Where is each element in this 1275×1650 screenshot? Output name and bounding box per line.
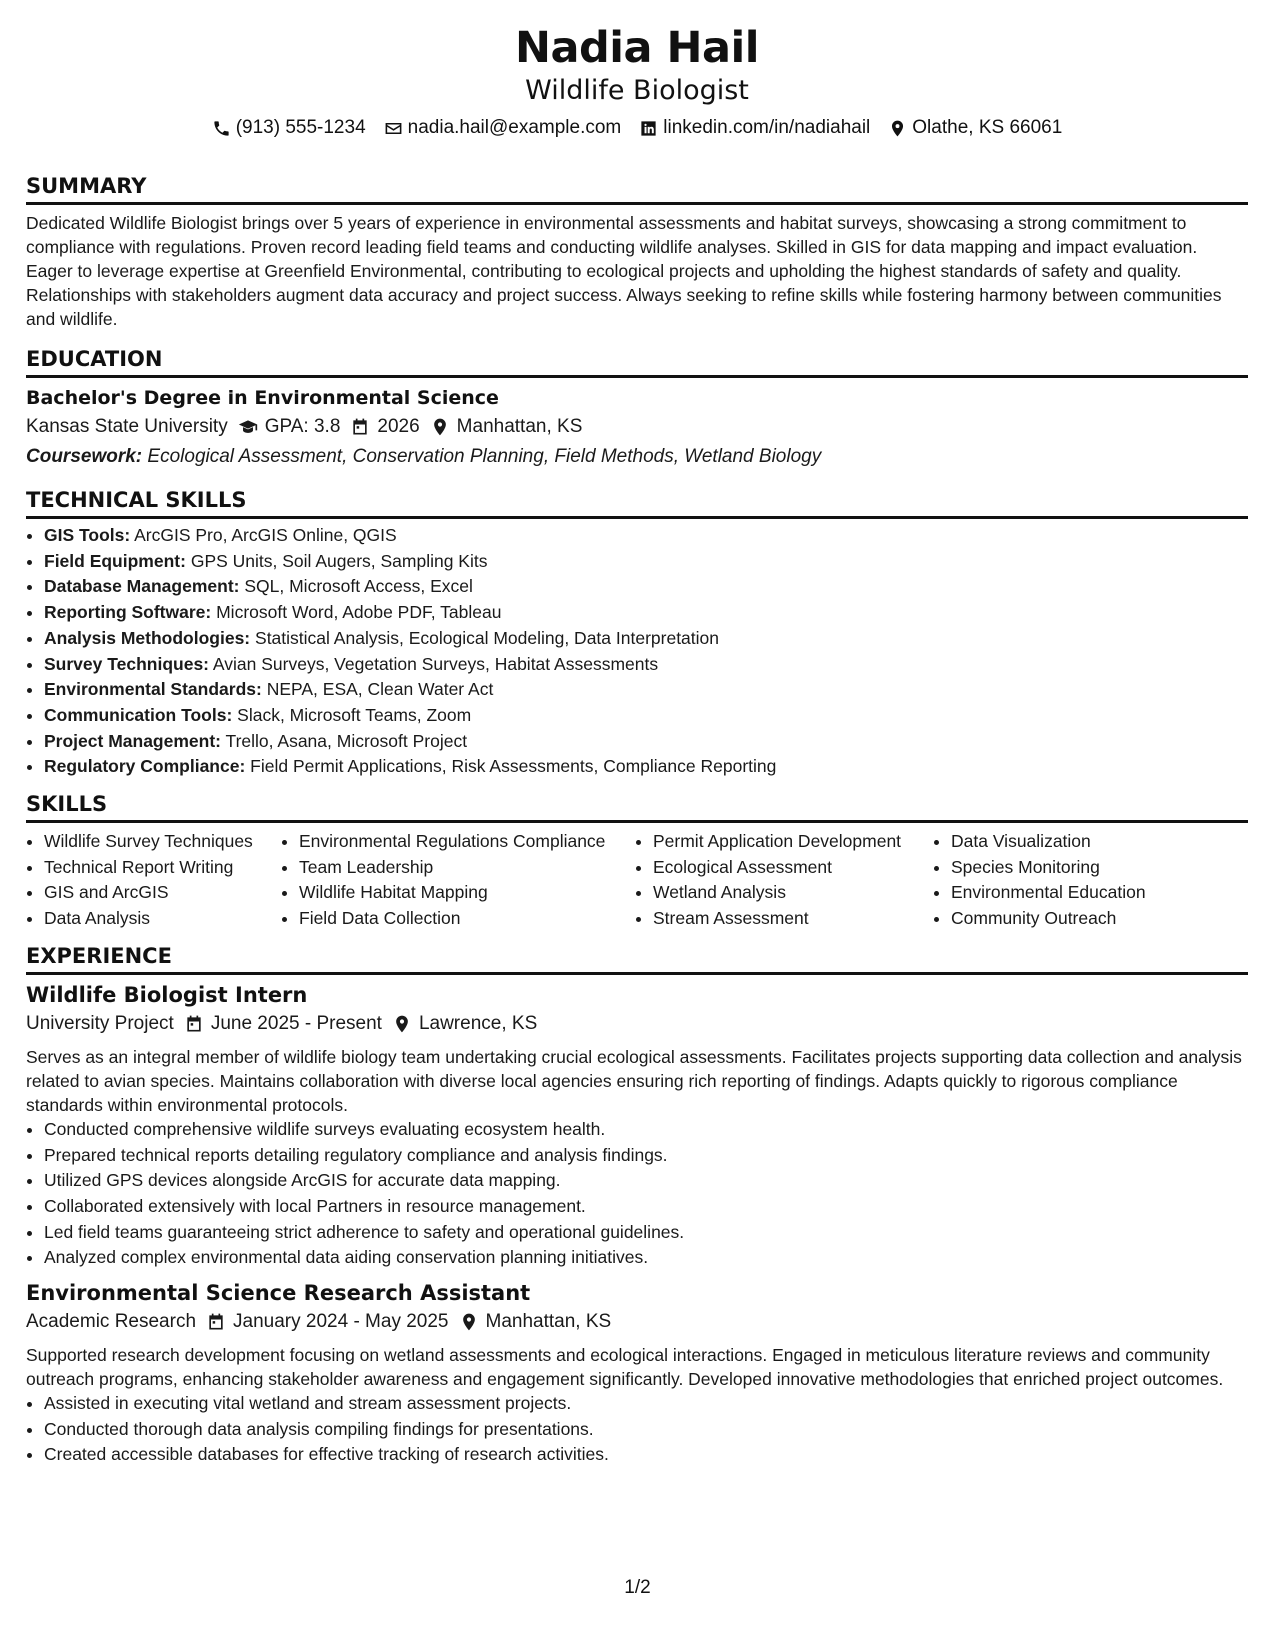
- job-org: University Project: [26, 1012, 174, 1034]
- list-item: • Technical Report Writing: [44, 855, 281, 881]
- list-item: • Conducted comprehensive wildlife surveys evaluating ecosystem health.: [44, 1117, 1248, 1143]
- calendar-icon: [184, 1014, 204, 1034]
- education-section: [26, 345, 1248, 472]
- skill-label: Database Management:: [44, 576, 240, 597]
- phone-icon: [212, 119, 231, 138]
- contact-phone[interactable]: [212, 114, 366, 142]
- skill-label: GIS Tools:: [44, 525, 131, 545]
- phone-text: (913) 555-1234: [235, 117, 366, 138]
- summary-section: [26, 172, 1248, 331]
- map-pin-icon: [888, 119, 907, 138]
- list-item: [44, 626, 1248, 652]
- calendar-icon: [206, 1312, 226, 1332]
- job-title: Environmental Science Research Assistant: [26, 1281, 531, 1306]
- list-item: • Assisted in executing vital wetland and stream assessment projects.: [44, 1391, 1248, 1417]
- list-item: • Wetland Analysis: [653, 880, 933, 906]
- skill-value: SQL, Microsoft Access, Excel: [244, 576, 473, 597]
- list-item: • Analyzed complex environmental data aiding conservation planning initiatives.: [44, 1245, 1248, 1271]
- skills-column: [26, 829, 281, 932]
- experience-section: [26, 942, 1248, 1468]
- list-item: [44, 549, 1248, 575]
- list-item: [44, 574, 1248, 600]
- skill-value: Slack, Microsoft Teams, Zoom: [237, 704, 472, 725]
- job-location-item: [392, 1009, 537, 1039]
- list-item: • Wildlife Habitat Mapping: [299, 880, 635, 906]
- skills-section: [26, 790, 1248, 932]
- list-item: • Community Outreach: [951, 906, 1211, 932]
- skill-label: Communication Tools:: [44, 704, 233, 725]
- year-item: [350, 412, 419, 442]
- list-item: [44, 754, 1248, 780]
- list-item: • Conducted thorough data analysis compiling findings for presentations.: [44, 1417, 1248, 1443]
- list-item: • Species Monitoring: [951, 855, 1211, 881]
- list-item: [44, 600, 1248, 626]
- job-dates: June 2025 - Present: [210, 1012, 382, 1034]
- list-item: • Led field teams guaranteeing strict adherence to safety and operational guidelines.: [44, 1220, 1248, 1246]
- job-bullets: [26, 1117, 1248, 1271]
- technical-skills-section: [26, 486, 1248, 780]
- job-dates-item: [206, 1307, 448, 1337]
- gpa-text: GPA: 3.8: [264, 416, 341, 437]
- skill-label: Environmental Standards:: [44, 679, 262, 700]
- list-item: • Ecological Assessment: [653, 855, 933, 881]
- job-location: Lawrence, KS: [418, 1012, 538, 1034]
- job-bullets: [26, 1391, 1248, 1468]
- map-pin-icon: [392, 1014, 412, 1034]
- envelope-icon: [384, 119, 403, 138]
- linkedin-text: linkedin.com/in/nadiahail: [663, 117, 871, 138]
- list-item: [44, 729, 1248, 755]
- list-item: • Permit Application Development: [653, 829, 933, 855]
- job-meta: [26, 1307, 1248, 1337]
- page-indicator: 1/2: [624, 1577, 651, 1598]
- edu-location-item: [430, 412, 583, 442]
- contact-email[interactable]: [384, 114, 622, 142]
- email-text: nadia.hail@example.com: [407, 117, 622, 138]
- experience-heading: EXPERIENCE: [26, 942, 1248, 975]
- coursework-line: [26, 442, 1248, 472]
- location-text: Olathe, KS 66061: [912, 117, 1063, 138]
- skills-column: [281, 829, 635, 932]
- technical-skills-list: [26, 523, 1248, 780]
- skill-value: GPS Units, Soil Augers, Sampling Kits: [190, 550, 488, 571]
- summary-text: Dedicated Wildlife Biologist brings over 5 years of experience in environmental assessments and habitat surveys, showcasing a strong commitment to compliance with regulations. Proven record leading field teams and conducting wildlife analyses. Skilled in GIS for data mapping and impact evaluation. Eager to leverage expertise at Greenfield Environmental, contributing to ecological projects and upholding the highest standards of safety and quality. Relationships with stakeholders augment data accuracy and project success. Always seeking to refine skills while fostering harmony between communities and wildlife.: [26, 213, 1222, 329]
- list-item: • Created accessible databases for effective tracking of research activities.: [44, 1442, 1248, 1468]
- education-meta: [26, 412, 1248, 442]
- job-title: Wildlife Biologist Intern: [26, 982, 308, 1007]
- skill-label: Regulatory Compliance:: [44, 756, 246, 777]
- candidate-name: Nadia Hail: [515, 23, 759, 73]
- list-item: • Prepared technical reports detailing regulatory compliance and analysis findings.: [44, 1143, 1248, 1169]
- skills-grid: [26, 829, 1248, 932]
- list-item: [44, 652, 1248, 678]
- list-item: • Data Visualization: [951, 829, 1211, 855]
- job-location-item: [459, 1307, 612, 1337]
- school-name: Kansas State University: [26, 416, 228, 437]
- skill-label: Reporting Software:: [44, 602, 212, 623]
- skill-label: Survey Techniques:: [44, 653, 210, 674]
- skills-column: [933, 829, 1211, 932]
- list-item: [44, 523, 1248, 549]
- skill-label: Analysis Methodologies:: [44, 627, 251, 648]
- job-location: Manhattan, KS: [485, 1311, 612, 1333]
- job-entry: [26, 1279, 1248, 1468]
- coursework-label: Coursework:: [26, 446, 143, 467]
- technical-skills-heading: TECHNICAL SKILLS: [26, 486, 1248, 519]
- education-heading: EDUCATION: [26, 345, 1248, 378]
- summary-heading: SUMMARY: [26, 172, 1248, 205]
- list-item: • Data Analysis: [44, 906, 281, 932]
- list-item: • Field Data Collection: [299, 906, 635, 932]
- skill-value: NEPA, ESA, Clean Water Act: [266, 679, 494, 700]
- degree-title: Bachelor's Degree in Environmental Science: [26, 387, 499, 409]
- job-dates: January 2024 - May 2025: [233, 1311, 449, 1333]
- list-item: • Wildlife Survey Techniques: [44, 829, 281, 855]
- skill-value: Microsoft Word, Adobe PDF, Tableau: [216, 602, 502, 623]
- skill-value: Trello, Asana, Microsoft Project: [225, 730, 468, 751]
- skill-label: Field Equipment:: [44, 550, 186, 571]
- skills-column: [635, 829, 933, 932]
- job-description: Supported research development focusing on wetland assessments and ecological interactions. Engaged in meticulous literature reviews and community outreach programs, enhancing stakeholder awareness and engagement significantly. Developed innovative methodologies that enriched project outcomes.: [26, 1345, 1224, 1390]
- job-meta: [26, 1009, 1248, 1039]
- graduation-year: 2026: [377, 416, 420, 437]
- list-item: • GIS and ArcGIS: [44, 880, 281, 906]
- calendar-icon: [350, 417, 370, 437]
- list-item: • Environmental Regulations Compliance: [299, 829, 635, 855]
- map-pin-icon: [459, 1312, 479, 1332]
- job-entry: [26, 981, 1248, 1271]
- list-item: • Team Leadership: [299, 855, 635, 881]
- job-dates-item: [184, 1009, 382, 1039]
- list-item: • Environmental Education: [951, 880, 1211, 906]
- contact-linkedin[interactable]: [639, 114, 870, 142]
- list-item: • Utilized GPS devices alongside ArcGIS for accurate data mapping.: [44, 1168, 1248, 1194]
- skill-value: Statistical Analysis, Ecological Modeling, Data Interpretation: [255, 627, 720, 648]
- list-item: [44, 677, 1248, 703]
- job-description: Serves as an integral member of wildlife biology team undertaking crucial ecological assessments. Facilitates projects supporting data collection and analysis related to avian species. Maintains collaboration with diverse local agencies ensuring rich reporting of findings. Adapts quickly to rigorous compliance standards within environmental protocols.: [26, 1046, 1242, 1115]
- contact-bar: [26, 114, 1248, 142]
- job-org: Academic Research: [26, 1311, 197, 1333]
- candidate-role: Wildlife Biologist: [525, 75, 749, 106]
- skill-value: ArcGIS Pro, ArcGIS Online, QGIS: [134, 525, 397, 545]
- list-item: [44, 703, 1248, 729]
- list-item: • Stream Assessment: [653, 906, 933, 932]
- resume-page: [26, 0, 1248, 1468]
- list-item: • Collaborated extensively with local Partners in resource management.: [44, 1194, 1248, 1220]
- skill-value: Avian Surveys, Vegetation Surveys, Habitat Assessments: [212, 653, 659, 674]
- linkedin-icon: [639, 119, 658, 138]
- gpa-item: [238, 412, 341, 442]
- graduation-cap-icon: [238, 417, 258, 437]
- skill-label: Project Management:: [44, 730, 221, 751]
- contact-location: [888, 114, 1062, 142]
- skill-value: Field Permit Applications, Risk Assessments, Compliance Reporting: [250, 756, 777, 777]
- map-pin-icon: [430, 417, 450, 437]
- edu-location: Manhattan, KS: [456, 416, 583, 437]
- coursework-text: Ecological Assessment, Conservation Planning, Field Methods, Wetland Biology: [147, 446, 822, 467]
- skills-heading: SKILLS: [26, 790, 1248, 823]
